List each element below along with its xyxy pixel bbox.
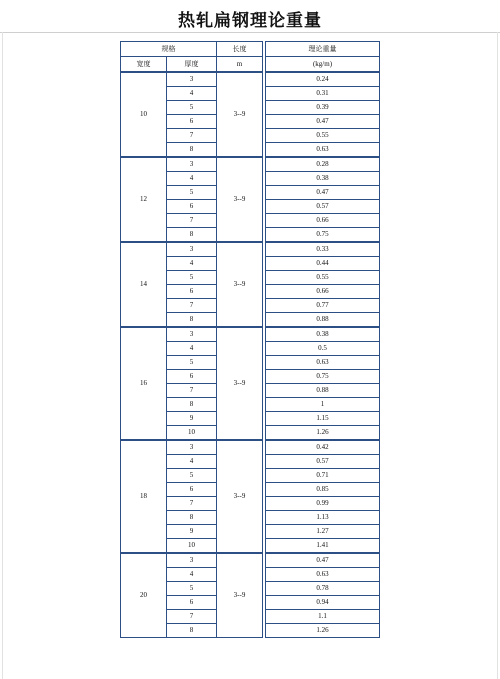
weight-cell: 0.44 xyxy=(266,257,380,271)
header-spec: 规格 xyxy=(121,42,217,57)
thickness-cell: 8 xyxy=(167,624,217,638)
weight-cell: 0.88 xyxy=(266,384,380,398)
header-length-unit: m xyxy=(217,57,263,73)
length-cell: 3--9 xyxy=(217,440,263,553)
thickness-cell: 6 xyxy=(167,483,217,497)
thickness-cell: 3 xyxy=(167,157,217,172)
thickness-cell: 3 xyxy=(167,72,217,87)
thickness-cell: 6 xyxy=(167,115,217,129)
thickness-cell: 9 xyxy=(167,412,217,426)
weight-cell: 1.15 xyxy=(266,412,380,426)
thickness-cell: 4 xyxy=(167,172,217,186)
weight-cell: 1 xyxy=(266,398,380,412)
page-left-edge xyxy=(2,32,3,679)
weight-cell: 0.33 xyxy=(266,242,380,257)
weight-cell: 0.38 xyxy=(266,172,380,186)
thickness-cell: 3 xyxy=(167,327,217,342)
weight-cell: 0.24 xyxy=(266,72,380,87)
weight-cell: 0.71 xyxy=(266,469,380,483)
length-cell: 3--9 xyxy=(217,157,263,242)
weight-cell: 0.63 xyxy=(266,356,380,370)
weight-cell: 0.42 xyxy=(266,440,380,455)
thickness-cell: 7 xyxy=(167,129,217,143)
weight-cell: 0.57 xyxy=(266,455,380,469)
thickness-cell: 6 xyxy=(167,596,217,610)
thickness-cell: 8 xyxy=(167,228,217,243)
table-row xyxy=(121,242,380,257)
page-top-rule xyxy=(0,32,500,33)
weight-cell: 0.5 xyxy=(266,342,380,356)
weight-cell: 0.85 xyxy=(266,483,380,497)
width-cell: 20 xyxy=(121,553,167,638)
weight-cell: 1.13 xyxy=(266,511,380,525)
thickness-cell: 5 xyxy=(167,101,217,115)
header-length: 长度 xyxy=(217,42,263,57)
header-thickness: 厚度 xyxy=(167,57,217,73)
weight-cell: 0.39 xyxy=(266,101,380,115)
header-row-2 xyxy=(121,57,380,73)
thickness-cell: 9 xyxy=(167,525,217,539)
weight-cell: 0.28 xyxy=(266,157,380,172)
thickness-cell: 3 xyxy=(167,440,217,455)
thickness-cell: 5 xyxy=(167,186,217,200)
thickness-cell: 7 xyxy=(167,299,217,313)
width-cell: 12 xyxy=(121,157,167,242)
thickness-cell: 4 xyxy=(167,257,217,271)
table-row xyxy=(121,327,380,342)
thickness-cell: 7 xyxy=(167,497,217,511)
thickness-cell: 7 xyxy=(167,610,217,624)
weight-cell: 0.38 xyxy=(266,327,380,342)
header-weight-unit: (kg/m) xyxy=(266,57,380,73)
weight-cell: 0.66 xyxy=(266,214,380,228)
weight-cell: 0.47 xyxy=(266,186,380,200)
thickness-cell: 10 xyxy=(167,539,217,554)
width-cell: 10 xyxy=(121,72,167,157)
table-row xyxy=(121,72,380,87)
weight-cell: 0.77 xyxy=(266,299,380,313)
header-weight: 理论重量 xyxy=(266,42,380,57)
thickness-cell: 4 xyxy=(167,342,217,356)
thickness-cell: 8 xyxy=(167,143,217,158)
thickness-cell: 4 xyxy=(167,455,217,469)
weight-cell: 0.57 xyxy=(266,200,380,214)
weight-cell: 0.88 xyxy=(266,313,380,328)
weight-cell: 0.99 xyxy=(266,497,380,511)
thickness-cell: 6 xyxy=(167,370,217,384)
weight-cell: 1.27 xyxy=(266,525,380,539)
thickness-cell: 8 xyxy=(167,511,217,525)
thickness-cell: 4 xyxy=(167,568,217,582)
length-cell: 3--9 xyxy=(217,553,263,638)
page-right-edge xyxy=(497,32,498,679)
weight-cell: 0.55 xyxy=(266,129,380,143)
thickness-cell: 5 xyxy=(167,469,217,483)
thickness-cell: 5 xyxy=(167,356,217,370)
thickness-cell: 6 xyxy=(167,285,217,299)
length-cell: 3--9 xyxy=(217,242,263,327)
table-row xyxy=(121,553,380,568)
weight-cell: 0.47 xyxy=(266,553,380,568)
thickness-cell: 7 xyxy=(167,384,217,398)
thickness-cell: 5 xyxy=(167,271,217,285)
table-row xyxy=(121,157,380,172)
thickness-cell: 8 xyxy=(167,313,217,328)
weight-cell: 0.63 xyxy=(266,143,380,158)
weight-cell: 1.26 xyxy=(266,624,380,638)
thickness-cell: 4 xyxy=(167,87,217,101)
thickness-cell: 6 xyxy=(167,200,217,214)
thickness-cell: 3 xyxy=(167,553,217,568)
weight-cell: 0.78 xyxy=(266,582,380,596)
width-cell: 18 xyxy=(121,440,167,553)
weight-cell: 1.41 xyxy=(266,539,380,554)
weight-cell: 1.1 xyxy=(266,610,380,624)
thickness-cell: 10 xyxy=(167,426,217,441)
weight-cell: 0.66 xyxy=(266,285,380,299)
thickness-cell: 8 xyxy=(167,398,217,412)
weight-cell: 0.75 xyxy=(266,228,380,243)
weight-cell: 0.94 xyxy=(266,596,380,610)
thickness-cell: 5 xyxy=(167,582,217,596)
weight-cell: 0.63 xyxy=(266,568,380,582)
thickness-cell: 7 xyxy=(167,214,217,228)
weight-cell: 0.75 xyxy=(266,370,380,384)
width-cell: 14 xyxy=(121,242,167,327)
weight-cell: 0.31 xyxy=(266,87,380,101)
length-cell: 3--9 xyxy=(217,72,263,157)
length-cell: 3--9 xyxy=(217,327,263,440)
table-row xyxy=(121,440,380,455)
weight-table xyxy=(120,41,380,638)
weight-cell: 0.47 xyxy=(266,115,380,129)
header-row-1 xyxy=(121,42,380,57)
header-width: 宽度 xyxy=(121,57,167,73)
width-cell: 16 xyxy=(121,327,167,440)
document-title: 热轧扁钢理论重量 xyxy=(178,11,322,31)
weight-cell: 0.55 xyxy=(266,271,380,285)
weight-cell: 1.26 xyxy=(266,426,380,441)
thickness-cell: 3 xyxy=(167,242,217,257)
